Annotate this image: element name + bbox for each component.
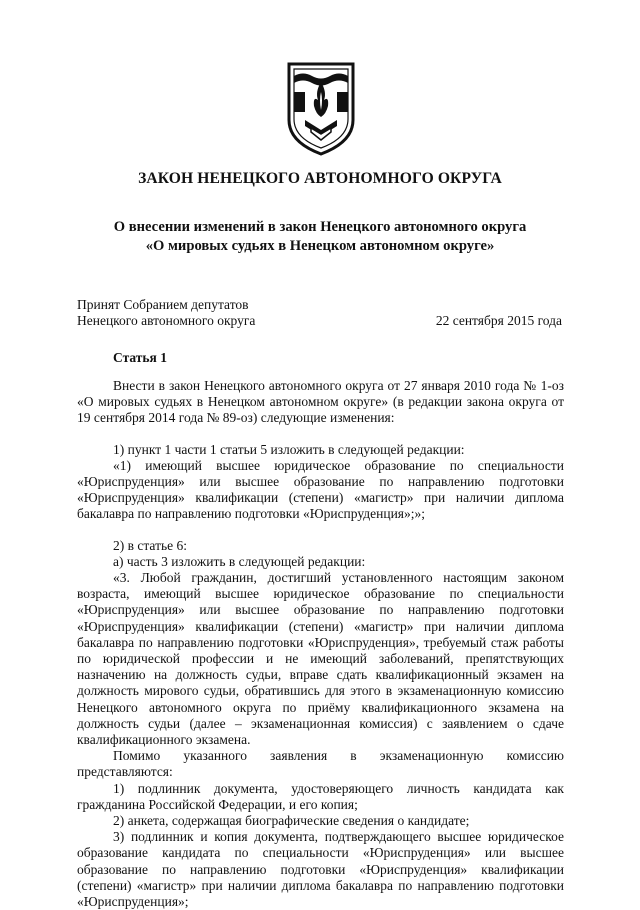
adopted-by xyxy=(77,297,255,329)
item-text: «3. Любой гражданин, достигший установленного настоящим законом возраста, имеющий высшее юридическое образование по специальности «Юриспруденция» или высшее образование по направлению подготовки «Юриспруденция» квалификации (степени) «магистр» при наличии диплома бакалавра по направлению подготовки «Юриспруденция», требуемый стаж работы по юридической профессии и не имеющий заболеваний, препятствующих назначению на должность судьи, вправе сдать квалификационный экзамен на должность мирового судьи, обратившись для этого в экзаменационную комиссию Ненецкого автономного округа по приёму квалификационного экзамена на должность судьи (далее – экзаменационная комиссия) с заявлением о сдаче квалификационного экзамена. xyxy=(77,570,564,748)
article-heading: Статья 1 xyxy=(113,350,167,365)
item-heading: 2) в статье 6: xyxy=(113,537,187,553)
list-item: 3) подлинник и копия документа, подтверждающего высшее юридическое образование кандидата по специальности «Юриспруденция» или высшее образование по направлению подготовки «Юриспруденция» квалификации (степени) «магистр» при наличии диплома бакалавра по направлению подготовки «Юриспруденция»; xyxy=(77,829,564,910)
item-heading: 1) пункт 1 части 1 статьи 5 изложить в следующей редакции: xyxy=(113,441,465,457)
besides-paragraph: Помимо указанного заявления в экзаменационную комиссию представляются: xyxy=(77,748,564,780)
list-item: 1) подлинник документа, удостоверяющего личность кандидата как гражданина Российской Федерации, и его копия; xyxy=(77,780,564,812)
intro-paragraph: Внести в закон Ненецкого автономного округа от 27 января 2010 года № 1-оз «О мировых судьях в Ненецком автономном округе» (в редакции закона округа от 19 сентября 2014 года № 89-оз) следующие изменения: xyxy=(77,378,564,426)
subtitle-line: О внесении изменений в закон Ненецкого автономного округа xyxy=(113,219,527,235)
coat-of-arms-icon xyxy=(285,62,357,156)
list-item: 2) анкета, содержащая биографические сведения о кандидате; xyxy=(113,813,470,829)
law-subtitle xyxy=(0,218,640,256)
item-subheading: а) часть 3 изложить в следующей редакции: xyxy=(113,553,366,569)
article-body xyxy=(77,378,564,910)
item-text: «1) имеющий высшее юридическое образование по специальности «Юриспруденция» или высшее образование по направлению подготовки «Юриспруденция» квалификации (степени) «магистр» при наличии диплома бакалавра по направлению подготовки «Юриспруденция»;»; xyxy=(77,457,564,522)
adoption-date: 22 сентября 2015 года xyxy=(435,313,562,328)
subtitle-line: «О мировых судьях в Ненецком автономном округе» xyxy=(145,238,495,254)
law-title: ЗАКОН НЕНЕЦКОГО АВТОНОМНОГО ОКРУГА xyxy=(138,170,502,187)
adopted-line: Ненецкого автономного округа xyxy=(77,313,256,328)
adopted-line: Принят Собранием депутатов xyxy=(77,297,249,312)
